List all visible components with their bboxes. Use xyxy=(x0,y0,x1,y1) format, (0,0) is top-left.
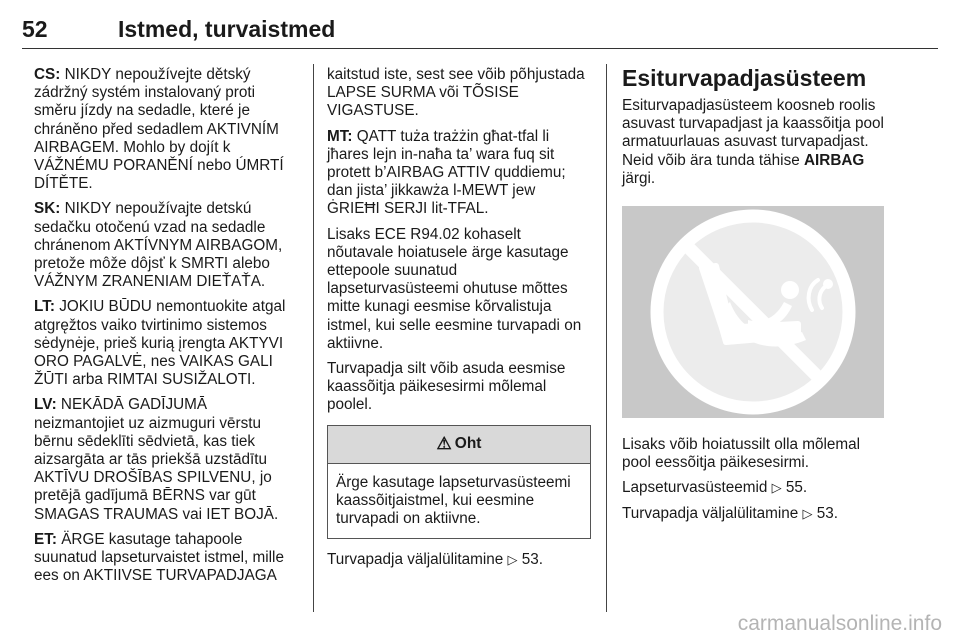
reference-label: Turvapadja väljalülitamine xyxy=(622,504,799,522)
lang-code: ET: xyxy=(34,530,57,548)
header-rule xyxy=(22,48,938,49)
intro-tail: järgi. xyxy=(622,169,656,187)
cross-reference[interactable] xyxy=(622,505,886,523)
reference-label: Turvapadja väljalülitamine xyxy=(327,551,504,569)
warning-body: Ärge kasutage lapseturvasüsteemi kaassõitjaistmel, kui eesmine turvapadi on aktiivne. xyxy=(336,473,571,528)
paragraph-lv xyxy=(34,396,300,523)
paragraph-text: NIKDY nepoužívejte dětský zádržný systém instalovaný proti směru jízdy na sedadle, které je chráněno před sedadlem AKTIVNÍM AIRBAGEM. Mohlo by dojít k VÁŽNÉMU PORANĚNÍ nebo ÚMRTÍ DÍTĚTE. xyxy=(34,66,284,193)
cross-reference[interactable] xyxy=(622,479,886,497)
paragraph-text: NEKĀDĀ GADĪJUMĀ neizmantojiet uz aizmuguri vērstu bērnu sēdeklīti sēdvietā, kas tiek aizsargāta ar tās priekšā uzstādītu AKTĪVU DROŠĪBAS SPILVENU, jo pretējā gadījumā BĒRNS var gūt SMAGAS TRAUMAS vai IET BOJĀ. xyxy=(34,396,279,523)
paragraph-lt xyxy=(34,298,300,389)
lang-code: LT: xyxy=(34,298,55,316)
column-divider xyxy=(606,64,607,612)
paragraph-sk xyxy=(34,200,300,291)
warning-title: Oht xyxy=(454,435,482,453)
column-1 xyxy=(34,66,300,592)
running-title: Istmed, turvaistmed xyxy=(118,16,336,42)
page-header xyxy=(22,14,938,50)
lang-code: MT: xyxy=(327,127,353,145)
paragraph-text: QATT tuża trażżin għat-tfal li jħares lejn in-naħa ta’ wara fuq sit protett b’AIRBAG ATTIV quddiemu; dan jista’ jikkawża l-MEWT jew ĠRIEĦI SERJI lit-TFAL. xyxy=(327,127,566,218)
column-divider xyxy=(313,64,314,612)
column-3 xyxy=(622,66,886,530)
airbag-warning-figure xyxy=(622,206,884,418)
warning-box xyxy=(327,425,591,540)
lang-code: LV: xyxy=(34,396,57,414)
watermark: carmanualsonline.info xyxy=(737,612,942,635)
paragraph-text: JOKIU BŪDU nemontuokite atgal atgręžtos vaiko tvirtinimo sistemos sėdynėje, prieš kurią įrengta AKTYVI ORO PAGALVĖ, nes VAIKAS GALI ŽŪTI arba RIMTAI SUSIŽALOTI. xyxy=(34,298,286,389)
no-rear-facing-child-seat-icon xyxy=(622,206,884,418)
page-number: 52 xyxy=(22,16,48,42)
cross-reference[interactable] xyxy=(327,551,591,569)
reference-page: 53. xyxy=(517,551,544,569)
paragraph-sunvisor-label: Lisaks võib hoiatussilt olla mõlemal pool eessõitja päikesesirmi. xyxy=(622,436,861,472)
page-ref-arrow-icon: ▷ xyxy=(802,505,813,521)
paragraph-et xyxy=(34,531,300,586)
lang-code: CS: xyxy=(34,66,61,83)
warning-header xyxy=(328,426,590,464)
paragraph-intro xyxy=(622,97,886,188)
paragraph-ece: Lisaks ECE R94.02 kohaselt nõutavale hoiatusele ärge kasutage ettepoole suunatud lapseturvasüsteemi ohutuse mõttes mitte kunagi eesmise kõrvalistuja istmel, kui selle eesmine turvapadi on aktiivne. xyxy=(327,225,582,352)
intro-text: Esiturvapadjasüsteem koosneb roolis asuvast turvapadjast ja kaassõitja pool armatuurlauas asuvast turvapadjast. Neid võib ära tunda tähise xyxy=(622,97,884,169)
lang-code: SK: xyxy=(34,200,61,218)
paragraph-text: NIKDY nepoužívajte detskú sedačku otočenú vzad na sedadle chránenom AKTÍVNYM AIRBAGOM, pretože môže dôjsť k SMRTI alebo VÁŽNYM ZRANENIAM DIEŤAŤA. xyxy=(34,200,283,291)
airbag-label: AIRBAG xyxy=(803,151,865,169)
reference-label: Lapseturvasüsteemid xyxy=(622,479,768,497)
section-title: Esiturvapadjasüsteem xyxy=(622,65,867,91)
warning-triangle-icon: ⚠ xyxy=(436,434,452,454)
paragraph-text: ÄRGE kasutage tahapoole suunatud lapseturvaistet istmel, mille ees on AKTIIVSE TURVAPADJAGA xyxy=(34,530,284,585)
paragraph-et-continuation: kaitstud iste, sest see võib põhjustada LAPSE SURMA või TÕSISE VIGASTUSE. xyxy=(327,66,585,120)
paragraph-sun-visor: Turvapadja silt võib asuda eesmise kaassõitja päikesesirmi mõlemal poolel. xyxy=(327,360,566,414)
column-2 xyxy=(327,66,591,576)
reference-page: 55. xyxy=(781,479,808,497)
paragraph-mt xyxy=(327,128,591,219)
reference-page: 53. xyxy=(812,504,839,522)
page-ref-arrow-icon: ▷ xyxy=(771,480,782,496)
page-ref-arrow-icon: ▷ xyxy=(507,552,518,568)
paragraph-cs xyxy=(34,66,300,193)
